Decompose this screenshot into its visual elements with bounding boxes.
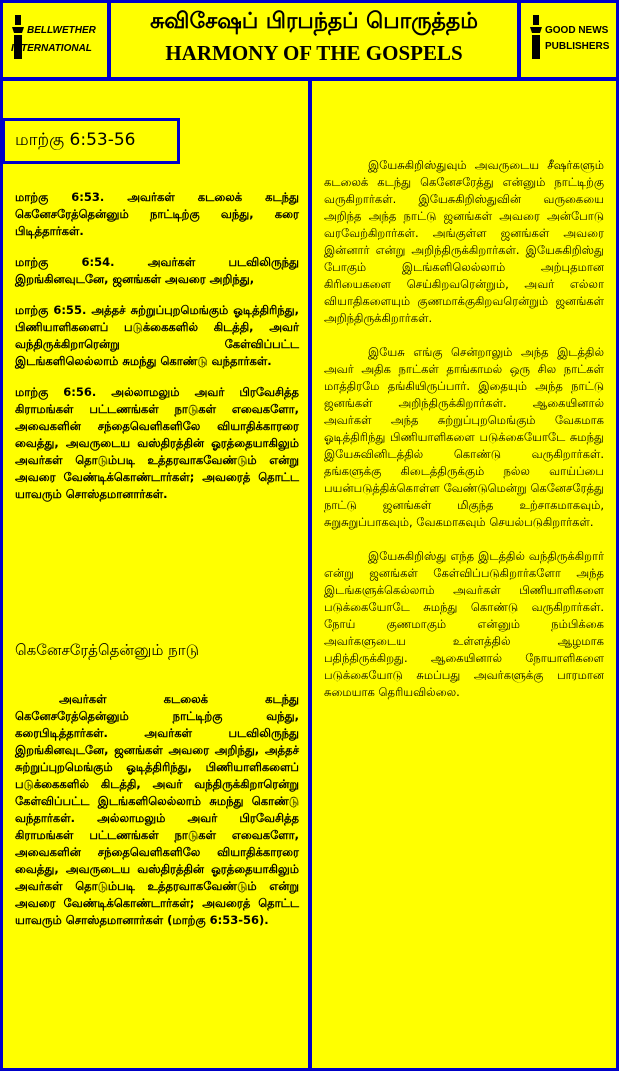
logo-left-line2: INTERNATIONAL — [11, 43, 92, 54]
bell-tower-icon — [529, 13, 543, 61]
right-column — [312, 81, 616, 1068]
logo-right-line1: GOOD NEWS — [545, 25, 609, 36]
bellwether-logo — [3, 3, 107, 77]
page-title-tamil: சுவிசேஷப் பிரபந்தப் பொருத்தம் — [150, 9, 478, 34]
good-news-logo — [521, 3, 616, 77]
logo-left-line1: BELLWETHER — [27, 25, 96, 36]
page-title-english: HARMONY OF THE GOSPELS — [165, 41, 463, 65]
section-title: கெனேசரேத்தென்னும் நாடு — [15, 641, 200, 659]
commentary-paragraph-3: இயேசுகிறிஸ்து எந்த இடத்தில் வந்திருக்கிறார் என்று ஜனங்கள் கேள்விப்படுகிறார்களோ அந்த இடங்களுக்கெல்லாம் அவர்கள் பிணியாளிகளை படுக்கையோடே சுமந்து கொண்டு வருகிறார்கள். நோய் குணமாகும் என்னும் நம்பிக்கை அவர்களுடைய உள்ளத்தில் ஆழமாக பதிந்திருக்கிறது. ஆகையினால் நோயாளிகளை படுக்கையோடு சுமப்பது அவர்களுக்கு பாரமான சுமையாக தெரியவில்லை. — [324, 549, 604, 699]
summary-paragraph: அவர்கள் கடலைக் கடந்து கெனேசரேத்தென்னும் நாட்டிற்கு வந்து, கரைபிடித்தார்கள். அவர்கள் படவிலிருந்து இறங்கினவுடனே, ஜனங்கள் அவரை அறிந்து, அத்தச் சுற்றுப்புறமெங்கும் ஓடித்திரிந்து, பிணியாளிகளைப் படுக்கைகளில் கிடத்தி, அவர் வந்திருக்கிறாரென்று கேள்விப்பட்ட இடங்களிலெல்லாம் சுமந்து கொண்டு வந்தார்கள். அல்லாமலும் அவர் பிரவேசித்த கிராமங்கள் பட்டணங்கள் நாடுகள் எவைகளோ, அவைகளின் சந்தைவெளிகளிலே வியாதிக்காரரை வைத்து, அவருடைய வஸ்திரத்தின் ஓரத்தையாகிலும் அவர்கள் தொடும்படி உத்தரவாகவேண்டும் என்று அவரை வேண்டிக்கொண்டார்கள்; அவரைத் தொட்ட யாவரும் சொஸ்தமானார்கள் (மாற்கு 6:53-56). — [15, 692, 299, 927]
verse-56: மாற்கு 6:56. அல்லாமலும் அவர் பிரவேசித்த கிராமங்கள் பட்டணங்கள் நாடுகள் எவைகளோ, அவைகளின் சந்தைவெளிகளிலே வியாதிக்காரரை வைத்து, அவருடைய வஸ்திரத்தின் ஓரத்தையாகிலும் அவர்கள் தொடும்படி உத்தரவாகவேண்டும் என்று அவரை வேண்டிக்கொண்டார்கள்; அவரைத் தொட்ட யாவரும் சொஸ்தமானார்கள். — [15, 385, 299, 501]
commentary-paragraph-1: இயேசுகிறிஸ்துவும் அவருடைய சீஷர்களும் கடலைக் கடந்து கெனேசரேத்து என்னும் நாட்டிற்கு வருகிறார்கள். இயேசுகிறிஸ்துவின் வருகையை அறிந்த அந்த நாட்டு ஜனங்கள் அவரை அன்போடு வரவேற்கிறார்கள். அங்குள்ள ஜனங்கள் அவரை இன்னார் என்று அறிந்திருக்கிறார்கள். இயேசுகிறிஸ்து போகும் இடங்களிலெல்லாம் அற்புதமான கிரியைகளை செய்கிறவரென்றும், அவர் எல்லா வியாதிகளையும் குணமாக்குகிறவரென்றும் ஜனங்கள் அறிந்திருக்கிறார்கள். — [324, 158, 604, 325]
verse-list — [15, 189, 299, 517]
header-title-box — [111, 3, 517, 77]
verse-55: மாற்கு 6:55. அத்தச் சுற்றுப்புறமெங்கும் ஓடித்திரிந்து, பிணியாளிகளைப் படுக்கைகளில் கிடத்தி, அவர் வந்திருக்கிறாரென்று கேள்விப்பட்ட இடங்களிலெல்லாம் சுமந்து கொண்டு வந்தார்கள். — [15, 303, 299, 368]
commentary-paragraph-2: இயேசு எங்கு சென்றாலும் அந்த இடத்தில் அவர் அதிக நாட்கள் தாங்காமல் ஒரு சில நாட்கள் மாத்திரமே தங்கியிருப்பார். இதையும் அந்த நாட்டு ஜனங்கள் அறிந்திருக்கிறார்கள். ஆகையினால் அவர்கள் அந்த சுற்றுப்புறமெங்கும் வேகமாக ஓடித்திரிந்து பிணியாளிகளை படுக்கையோடே சுமந்து இயேசுவினிடத்தில் கொண்டு வருகிறார்கள். தங்களுக்கு கிடைத்திருக்கும் நல்ல வாய்ப்பை பயன்படுத்திக்கொள்ள வேண்டுமென்று கெனேசரேத்து நாட்டு ஜனங்கள் மிகுந்த உற்சாகமாகவும், சுறுசுறுப்பாகவும், வேகமாகவும் செயல்படுகிறார்கள். — [324, 345, 604, 529]
scripture-reference: மாற்கு 6:53-56 — [2, 118, 180, 164]
verse-54: மாற்கு 6:54. அவர்கள் படவிலிருந்து இறங்கினவுடனே, ஜனங்கள் அவரை அறிந்து, — [15, 255, 299, 286]
left-column — [3, 81, 308, 1068]
verse-53: மாற்கு 6:53. அவர்கள் கடலைக் கடந்து கெனேசரேத்தென்னும் நாட்டிற்கு வந்து, கரை பிடித்தார்கள். — [15, 190, 299, 238]
commentary — [324, 157, 604, 718]
logo-right-line2: PUBLISHERS — [545, 41, 610, 52]
